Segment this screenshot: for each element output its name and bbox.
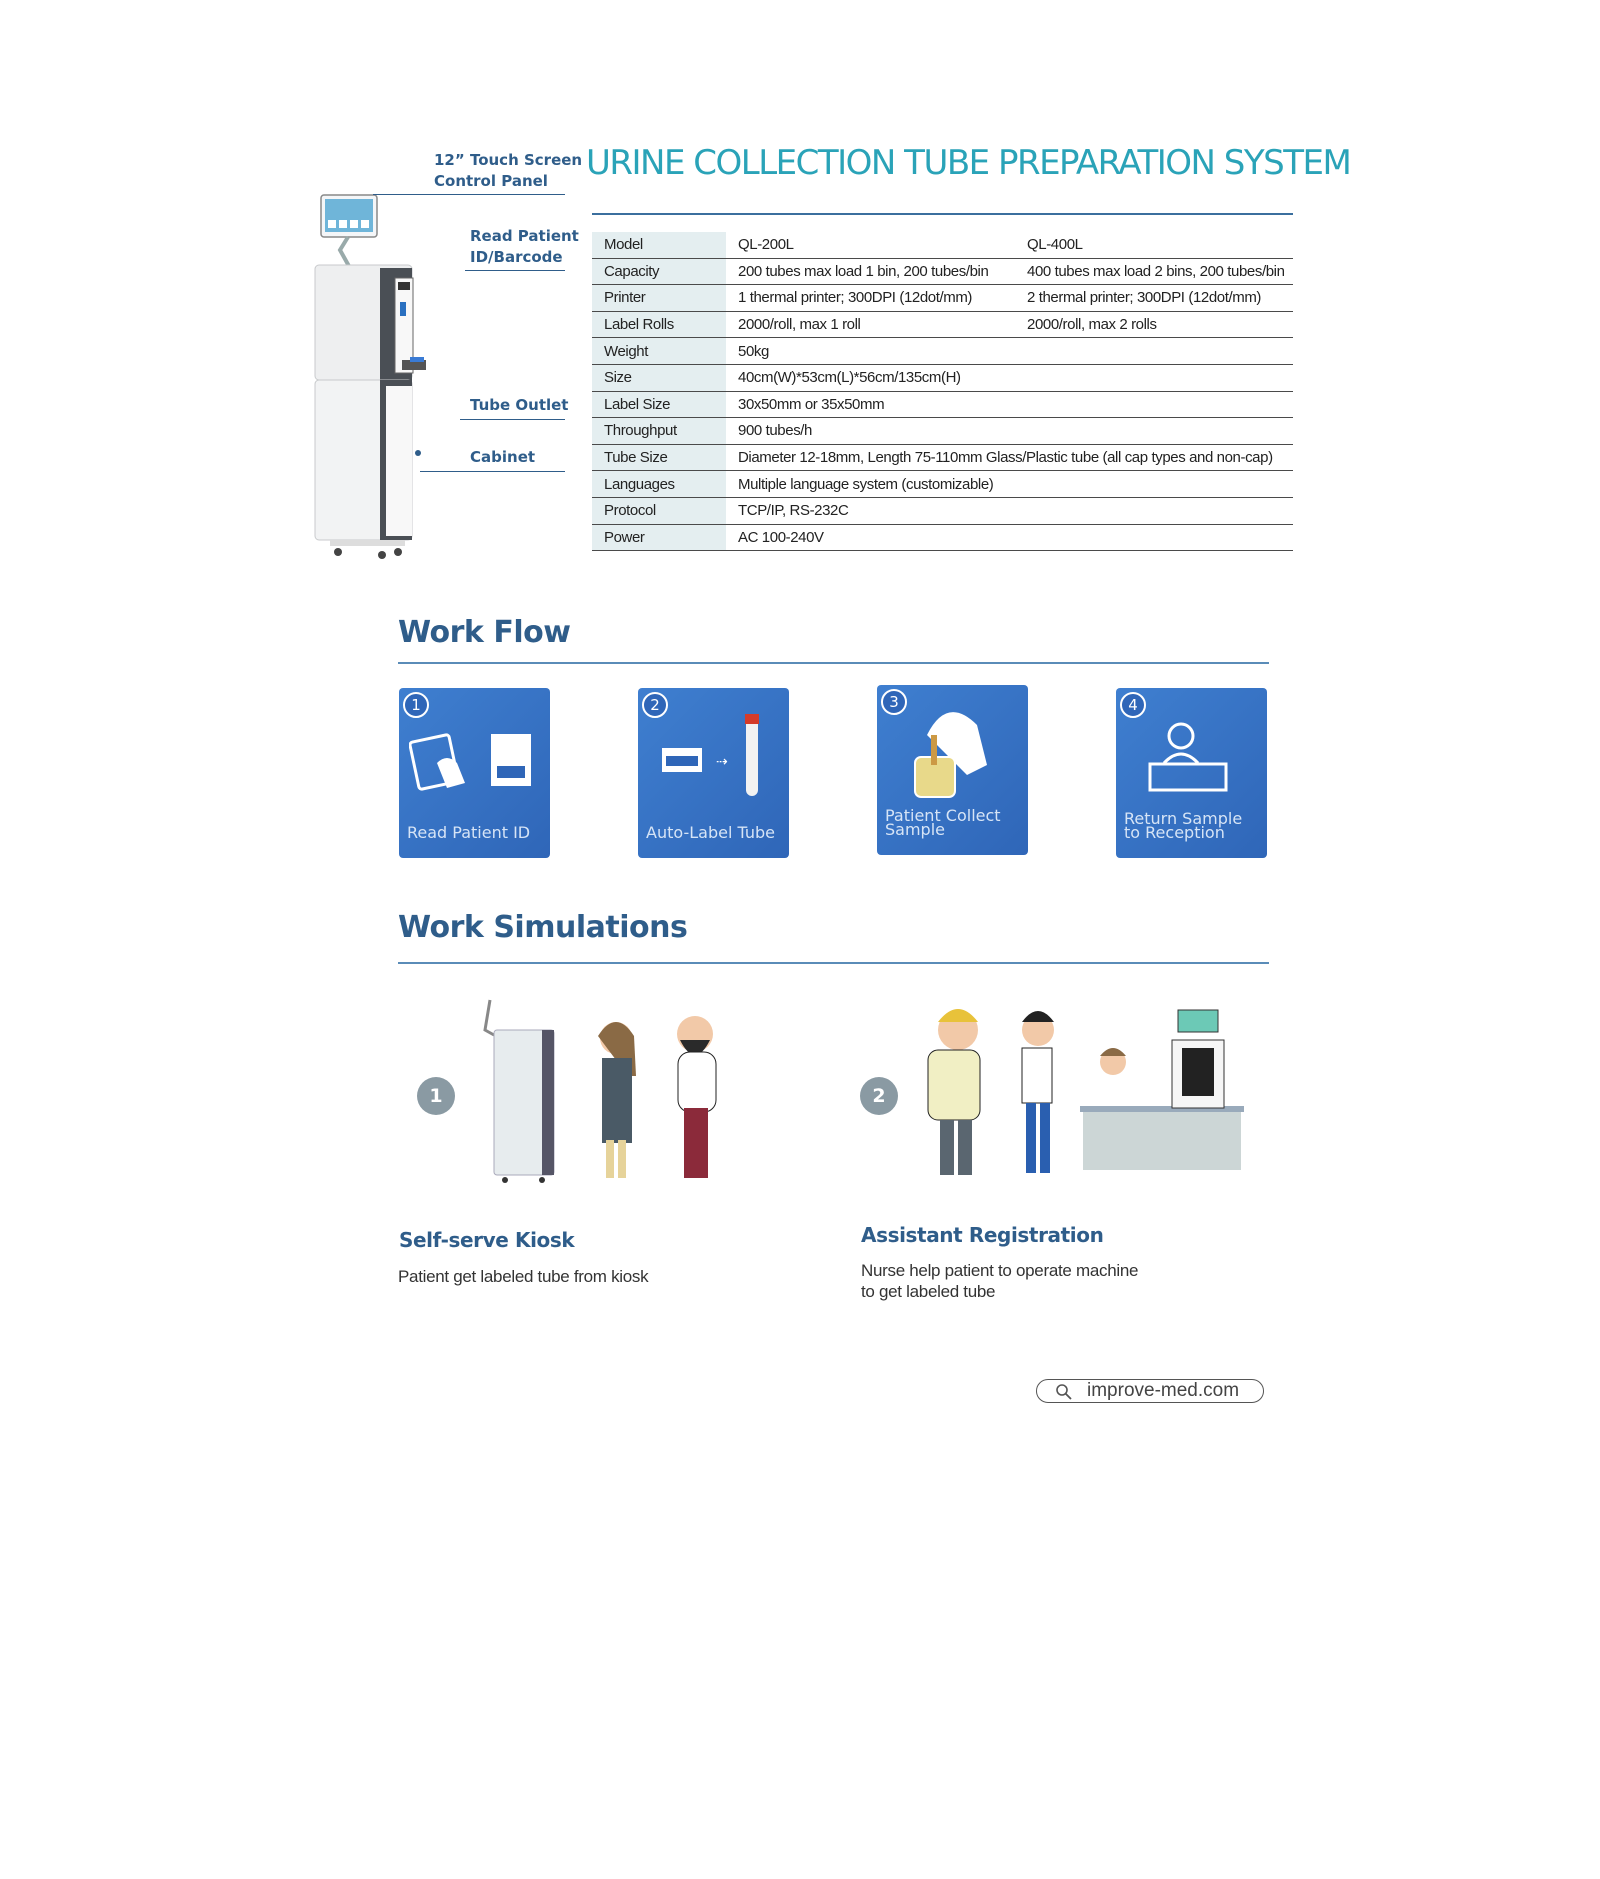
simulation-description bbox=[398, 1266, 648, 1287]
simulation-description-line: to get labeled tube bbox=[861, 1282, 996, 1301]
table-row bbox=[592, 232, 1293, 258]
spec-value: Multiple language system (customizable) bbox=[726, 471, 1293, 498]
assistant-registration-illustration bbox=[920, 990, 1250, 1195]
workflow-step-1 bbox=[399, 688, 550, 858]
spec-value: 50kg bbox=[726, 338, 1293, 365]
step-number-badge: 2 bbox=[642, 692, 668, 718]
simulation-title: Assistant Registration bbox=[861, 1223, 1104, 1247]
callout-line bbox=[373, 194, 565, 195]
simulation-number: 1 bbox=[417, 1077, 455, 1115]
spec-value: Diameter 12-18mm, Length 75-110mm Glass/Plastic tube (all cap types and non-cap) bbox=[726, 444, 1293, 471]
search-icon bbox=[1055, 1383, 1073, 1401]
callout-read-patient bbox=[470, 226, 579, 268]
spec-label: Languages bbox=[592, 471, 726, 498]
spec-label: Tube Size bbox=[592, 444, 726, 471]
page-title: URINE COLLECTION TUBE PREPARATION SYSTEM bbox=[586, 143, 1351, 183]
spec-value: 400 tubes max load 2 bins, 200 tubes/bin bbox=[1015, 258, 1293, 285]
sample-cup-icon bbox=[897, 695, 1007, 805]
simulation-description bbox=[861, 1260, 1138, 1302]
step-label: Return Sample to Reception bbox=[1124, 809, 1243, 842]
callout-read-patient-line2: ID/Barcode bbox=[470, 248, 563, 266]
spec-value: 2000/roll, max 2 rolls bbox=[1015, 311, 1293, 338]
spec-label: Label Rolls bbox=[592, 311, 726, 338]
spec-value: AC 100-240V bbox=[726, 524, 1293, 551]
callout-touch-screen-line2: Control Panel bbox=[434, 172, 548, 190]
spec-value: TCP/IP, RS-232C bbox=[726, 497, 1293, 524]
callout-line bbox=[460, 419, 565, 420]
callout-cabinet: Cabinet bbox=[470, 448, 536, 466]
workflow-heading: Work Flow bbox=[398, 615, 571, 650]
callout-touch-screen bbox=[434, 150, 582, 192]
step-label: Read Patient ID bbox=[407, 823, 531, 842]
workflow-step-2 bbox=[638, 688, 789, 858]
callout-touch-screen-line1: 12” Touch Screen bbox=[434, 151, 583, 169]
website-link[interactable] bbox=[1036, 1379, 1264, 1403]
kiosk-machine-image bbox=[310, 190, 460, 560]
self-serve-kiosk-illustration bbox=[480, 990, 750, 1195]
spec-label: Power bbox=[592, 524, 726, 551]
workflow-step-3 bbox=[877, 685, 1028, 855]
spec-value: 1 thermal printer; 300DPI (12dot/mm) bbox=[726, 285, 1015, 312]
callout-read-patient-line1: Read Patient bbox=[470, 227, 579, 245]
step-number-badge: 3 bbox=[881, 689, 907, 715]
spec-value: 2 thermal printer; 300DPI (12dot/mm) bbox=[1015, 285, 1293, 312]
spec-label: Size bbox=[592, 364, 726, 391]
spec-label: Model bbox=[592, 232, 726, 258]
spec-label: Weight bbox=[592, 338, 726, 365]
simulation-title: Self-serve Kiosk bbox=[399, 1228, 575, 1252]
website-url: improve-med.com bbox=[1087, 1380, 1240, 1401]
spec-label: Label Size bbox=[592, 391, 726, 418]
callout-tube-outlet: Tube Outlet bbox=[470, 396, 569, 414]
reception-nurse-icon bbox=[1146, 718, 1236, 798]
simulation-number: 2 bbox=[860, 1077, 898, 1115]
spec-value: 900 tubes/h bbox=[726, 418, 1293, 445]
workflow-divider bbox=[398, 662, 1269, 664]
simulation-description-line: Nurse help patient to operate machine bbox=[861, 1261, 1139, 1280]
simulation-description-line: Patient get labeled tube from kiosk bbox=[398, 1267, 649, 1286]
step-label: Auto-Label Tube bbox=[646, 823, 775, 842]
svg-text:⇢: ⇢ bbox=[716, 754, 728, 770]
spec-table bbox=[592, 232, 1293, 551]
spec-value: QL-400L bbox=[1015, 232, 1293, 258]
title-divider bbox=[592, 213, 1293, 215]
callout-line bbox=[420, 471, 565, 472]
step-label: Patient Collect Sample bbox=[885, 806, 1001, 839]
step-number-badge: 1 bbox=[403, 692, 429, 718]
table-row bbox=[592, 311, 1293, 338]
spec-value: 2000/roll, max 1 roll bbox=[726, 311, 1015, 338]
simulations-divider bbox=[398, 962, 1269, 964]
table-row bbox=[592, 285, 1293, 312]
table-row bbox=[592, 497, 1293, 524]
table-row bbox=[592, 391, 1293, 418]
table-row bbox=[592, 338, 1293, 365]
table-row bbox=[592, 258, 1293, 285]
spec-value: QL-200L bbox=[726, 232, 1015, 258]
table-row bbox=[592, 471, 1293, 498]
spec-label: Protocol bbox=[592, 497, 726, 524]
table-row bbox=[592, 444, 1293, 471]
table-row bbox=[592, 364, 1293, 391]
spec-label: Throughput bbox=[592, 418, 726, 445]
table-row bbox=[592, 418, 1293, 445]
spec-label: Capacity bbox=[592, 258, 726, 285]
spec-value: 40cm(W)*53cm(L)*56cm/135cm(H) bbox=[726, 364, 1293, 391]
id-card-icon bbox=[409, 728, 539, 798]
spec-value: 30x50mm or 35x50mm bbox=[726, 391, 1293, 418]
callout-line bbox=[465, 270, 565, 271]
spec-label: Printer bbox=[592, 285, 726, 312]
spec-value: 200 tubes max load 1 bin, 200 tubes/bin bbox=[726, 258, 1015, 285]
table-row bbox=[592, 524, 1293, 551]
step-number-badge: 4 bbox=[1120, 692, 1146, 718]
workflow-step-4 bbox=[1116, 688, 1267, 858]
tube-label-icon bbox=[648, 708, 778, 808]
simulations-heading: Work Simulations bbox=[398, 910, 688, 945]
